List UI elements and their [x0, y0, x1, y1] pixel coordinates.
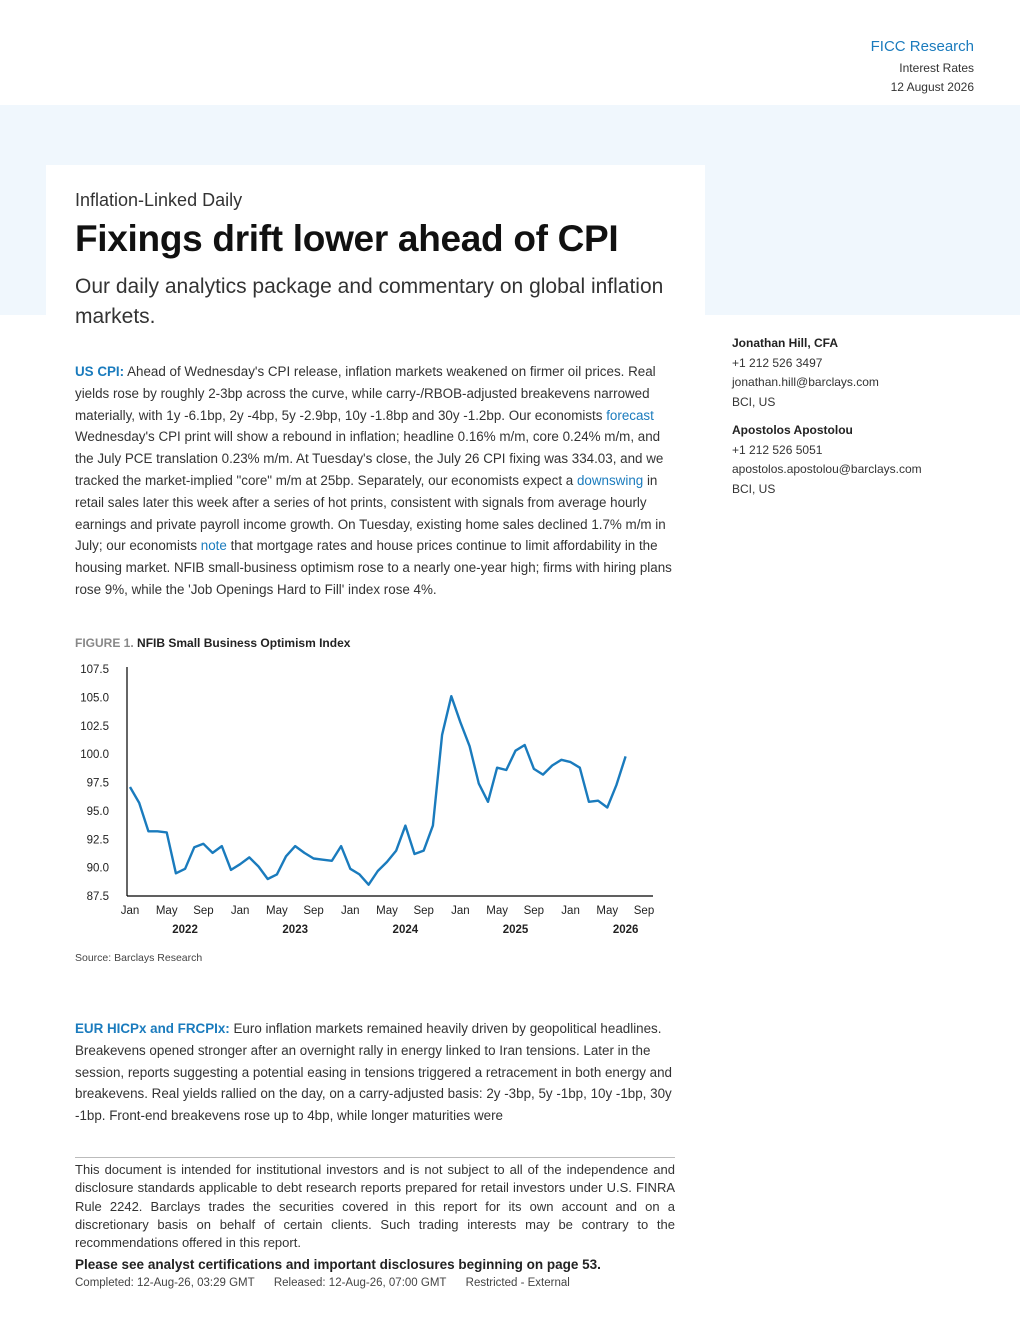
- y-tick-label: 102.5: [80, 720, 109, 733]
- eur-heading: EUR HICPx and FRCPIx:: [75, 1021, 230, 1036]
- disclaimer-divider: [75, 1157, 675, 1158]
- author-name: Jonathan Hill, CFA: [732, 336, 839, 350]
- x-tick-label: Jan: [561, 905, 580, 917]
- report-date: 12 August 2026: [890, 80, 974, 94]
- disclosures-notice: Please see analyst certifications and important disclosures beginning on page 53.: [75, 1257, 601, 1272]
- completed-timestamp: Completed: 12-Aug-26, 03:29 GMT: [75, 1277, 255, 1289]
- x-tick-label: Jan: [341, 905, 360, 917]
- us-cpi-paragraph: US CPI: Ahead of Wednesday's CPI release, inflation markets weakened on firmer oil prices. Real yields rose by roughly 2-3bp across the curve, while carry-/RBOB-adjusted breakevens narrowed materially, with 1y -6.1bp, 2y -4bp, 5y -2.9bp, 10y -1.8bp and 30y -1.2bp. Our economists forecast Wednesday's CPI print will show a rebound in inflation; headline 0.16% m/m, core 0.24% m/m, and the July PCE translation 0.23% m/m. At Tuesday's close, the July 26 CPI fixing was 334.03, and we tracked the market-implied "core" m/m at 25bp. Separately, our economists expect a downswing in retail sales later this week after a series of hot prints, consistent with signals from average hourly earnings and private payroll income growth. On Tuesday, existing home sales declined 1.7% m/m in July; our economists note that mortgage rates and house prices continue to limit affordability in the housing market. NFIB small-business optimism rose to a nearly one-year high; firms with hiring plans rose 9%, while the 'Job Openings Hard to Fill' index rose 4%.: [75, 364, 672, 597]
- eur-paragraph: EUR HICPx and FRCPIx: Euro inflation markets remained heavily driven by geopolitical headlines. Breakevens opened stronger after an overnight rally in energy linked to Iran tensions. Later in the session, reports suggesting a potential easing in tensions triggered a retracement in both energy and breakevens. Real yields rallied on the day, on a carry-adjusted basis: 2y -3bp, 5y -1bp, 10y -1bp, 30y -1bp. Front-end breakevens rose up to 4bp, while longer maturities were: [75, 1021, 672, 1124]
- author-name: Apostolos Apostolou: [732, 423, 853, 437]
- x-tick-label: May: [596, 905, 619, 917]
- y-tick-label: 90.0: [86, 862, 109, 875]
- x-year-label: 2024: [392, 924, 419, 936]
- x-tick-label: Sep: [303, 905, 324, 917]
- author-entity: BCI, US: [732, 394, 776, 409]
- y-tick-label: 87.5: [86, 891, 109, 903]
- y-tick-label: 97.5: [86, 777, 109, 790]
- authors-panel: [732, 334, 992, 499]
- author-phone: +1 212 526 5051: [732, 442, 823, 457]
- disclaimer-text: This document is intended for institutional investors and is not subject to all of the independence and disclosure standards applicable to debt research reports prepared for retail investors under U.S. FINRA Rule 2242. Barclays trades the securities covered in this report for its own account and on a discretionary basis on behalf of certain clients. Such trading interests may be contrary to the recommendations offered in this report.: [75, 1162, 675, 1251]
- x-tick-label: Jan: [120, 905, 140, 917]
- x-tick-label: Sep: [633, 905, 655, 917]
- x-tick-label: Sep: [413, 905, 434, 917]
- released-timestamp: Released: 12-Aug-26, 07:00 GMT: [273, 1277, 447, 1289]
- x-year-label: 2026: [612, 924, 639, 936]
- report-header: [871, 38, 974, 94]
- brand-label: FICC Research: [870, 38, 974, 55]
- figure-caption: [75, 636, 350, 650]
- author-entity: BCI, US: [732, 481, 776, 496]
- author-email[interactable]: jonathan.hill@barclays.com: [732, 375, 879, 389]
- footer-meta: [75, 1277, 586, 1289]
- nfib-line-chart: [75, 656, 675, 948]
- x-year-label: 2025: [502, 924, 529, 936]
- x-tick-label: May: [376, 905, 398, 917]
- author-email[interactable]: apostolos.apostolou@barclays.com: [732, 462, 922, 476]
- x-tick-label: Sep: [523, 905, 545, 917]
- page-title: Fixings drift lower ahead of CPI: [75, 218, 619, 259]
- downswing-link[interactable]: downswing: [576, 472, 644, 488]
- figure-title: NFIB Small Business Optimism Index: [137, 636, 351, 650]
- restriction-label: Restricted - External: [465, 1277, 570, 1289]
- figure-source: Source: Barclays Research: [75, 952, 203, 964]
- y-tick-label: 107.5: [80, 664, 109, 676]
- y-tick-label: 92.5: [86, 834, 109, 847]
- nfib-series-line: [130, 696, 626, 885]
- x-tick-label: May: [155, 905, 178, 917]
- y-tick-label: 100.0: [80, 749, 109, 762]
- us-cpi-heading: US CPI:: [75, 364, 125, 379]
- x-tick-label: Sep: [193, 905, 214, 917]
- forecast-link[interactable]: forecast: [606, 407, 654, 423]
- x-tick-label: Jan: [451, 905, 470, 917]
- x-tick-label: May: [265, 905, 288, 917]
- note-link[interactable]: note: [200, 538, 227, 554]
- author-phone: +1 212 526 3497: [732, 355, 823, 370]
- x-tick-label: May: [486, 905, 509, 917]
- y-tick-label: 95.0: [86, 805, 109, 818]
- y-tick-label: 105.0: [80, 692, 109, 705]
- figure-number: FIGURE 1.: [75, 636, 134, 650]
- page-subtitle: Our daily analytics package and commentary on global inflation markets.: [75, 275, 664, 328]
- report-series: Inflation-Linked Daily: [75, 190, 243, 210]
- x-year-label: 2022: [172, 924, 198, 936]
- x-year-label: 2023: [282, 924, 309, 936]
- x-tick-label: Jan: [230, 905, 250, 917]
- section-label: Interest Rates: [899, 61, 974, 75]
